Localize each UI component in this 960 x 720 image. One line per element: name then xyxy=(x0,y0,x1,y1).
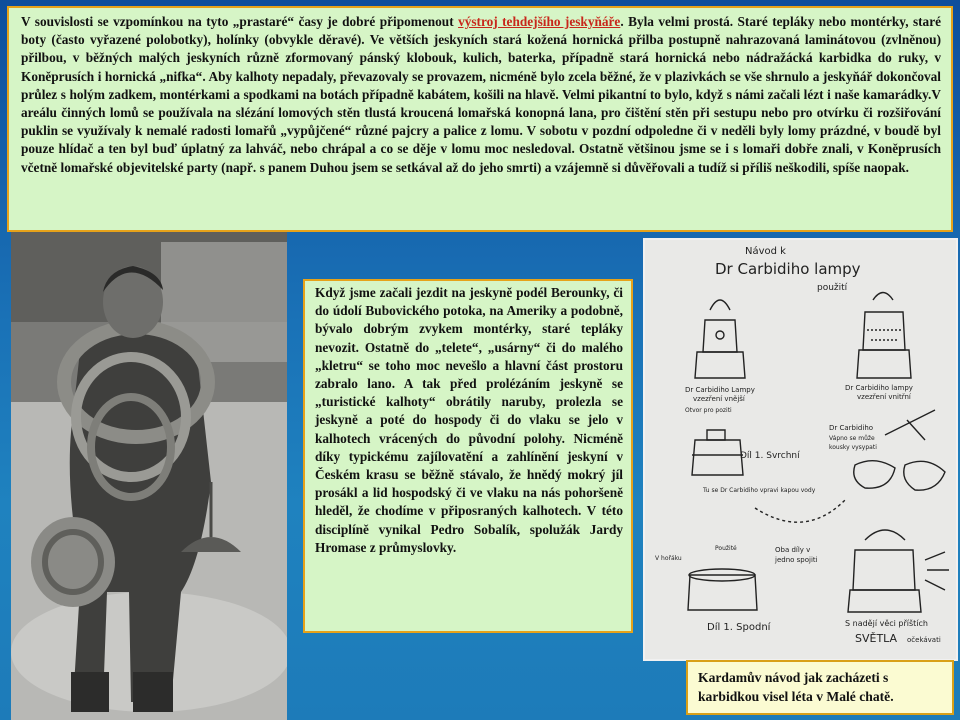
intro-text-box xyxy=(7,6,953,232)
caver-photo-image xyxy=(11,232,287,720)
story-text: Když jsme začali jezdit na jeskyně podél Berounky, či do údolí Bubovického potoka, na Ameriky a podobně, bývalo dobrým zvykem montérky, staré tepláky nevozit. Ostatně do „telete“, „usárny“ či do malého „kletru“ se toho moc nevešlo a hlavní část prostoru zabralo lano. A tak před prolézáním jeskyně se „turistické kalhoty“ obrátily naruby, prolezla se jeskyně a poté do hospody či do vlaku se jelo v kalhotech vrácených do původní polohy. Nicméně díky typickému zajílovatění a zahlínění jeskyní v Českém krasu se běžně stávalo, že hnědý mokrý jíl prosákl a lid hospodský či ve vlaku na nás pohoršeně hleděl, že chodíme v připosraných kalhotech. V této disciplíně vynikal Pedro Sobalík, spolužák Jardy Hromase z průmyslovky. xyxy=(315,285,623,555)
gear-link[interactable]: výstroj tehdejšího jeskyňáře xyxy=(458,14,621,29)
label-water-note: Tu se Dr Carbidiho vpravi kapou vody xyxy=(703,487,816,494)
lamp-interior-sketch xyxy=(857,293,911,379)
drawing-title-1: Návod k xyxy=(745,246,786,257)
label-lamp-interior-2: vzezření vnitřní xyxy=(857,393,911,401)
label-upper-part: Díl 1. Svrchní xyxy=(740,451,800,461)
intro-text-rest: . Byla velmi prostá. Staré tepláky nebo montérky, staré boty (často vyřazené polobotky), holínky (obvykle děravé). Ve větších jeskyních stará kožená hornická přilba postupně nahrazovaná laminátovou (zvlněnou) přilbou, v běžných malých jeskyních různě zformovaný pánský klobouk, kulich, baterka, případně stará hornická nebo nádražácká karbidka do ruky, v Koněprusích i hornická „nifka“. Aby kalhoty nepadaly, převazovaly se provazem, nicméně bylo zcela běžné, že v plazivkách se vše shrnulo a jeskyňář dokončoval průlez s holým zadkem, montérkami a spodkami na botách případně kabátem, košili na hlavě. Velmi pikantní to bylo, když s námi začali lézt i naše kamarádky.V areálu činných lomů se používala na slézání lomových stěn tlustá kroucená lomařská konopná lana, pro čištění stěn při sestupu nebo pro otvírku či rozšiřování puklin se využívaly k nemalé radosti lomařů „vypůjčené“ různé pajcry a palice z lomu. V sobotu v pozdní odpoledne či v neděli byly lomy prázdné, v boudě byl pouze hlídač a ten byl buď úplatný za lahváč, nebo chrápal a co se děje v lomu moc nesledoval. Ostatně většinou jsme se i s lomaři dobře znali, v Koněprusích včetně lomařské objevitelské party (např. s panem Duhou jsem se setkával až do jeho smrti) a vzájemně si důvěřovali a tudíž si příliš neškodili, spíše naopak. xyxy=(21,14,942,175)
lamp-exterior-sketch xyxy=(695,300,745,378)
intro-text-start: V souvislosti se vzpomínkou na tyto „prastaré“ časy je dobré připomenout xyxy=(21,14,454,29)
instruction-sketch xyxy=(645,240,956,659)
drawing-caption xyxy=(686,660,954,715)
carbide-lamp-instruction-drawing xyxy=(643,238,958,661)
label-lime: Vápno se může xyxy=(829,435,875,442)
story-text-box xyxy=(303,279,633,633)
lit-lamp-sketch xyxy=(848,530,949,612)
label-burner: V hořáku xyxy=(655,555,682,562)
caption-text: Kardamův návod jak zacházeti s karbidkou visel léta v Malé chatě. xyxy=(698,670,894,704)
label-lamp-exterior-2: vzezření vnější xyxy=(693,395,745,403)
drawing-title-3: použití xyxy=(817,283,848,293)
label-lime-2: kousky vysypati xyxy=(829,444,877,451)
label-light: SVĚTLA xyxy=(855,632,898,645)
label-hope: S nadějí věci příštích xyxy=(845,619,928,628)
lower-part-sketch xyxy=(688,569,757,610)
label-carbide: Dr Carbidiho xyxy=(829,424,874,432)
label-await: očekávati xyxy=(907,636,941,644)
caver-photo xyxy=(11,232,287,720)
label-join: Oba díly v xyxy=(775,546,811,554)
label-join-2: jedno spojiti xyxy=(775,556,818,564)
label-lamp-exterior: Dr Carbidiho Lampy xyxy=(685,386,755,394)
upper-part-sketch xyxy=(692,430,743,475)
label-opening: Otvor pro poziti xyxy=(685,407,732,414)
label-lamp-interior: Dr Carbidiho lampy xyxy=(845,384,913,392)
label-used: Použité xyxy=(715,545,737,552)
label-lower-part: Díl 1. Spodní xyxy=(707,622,771,633)
drawing-title-2: Dr Carbidiho lampy xyxy=(715,260,861,278)
